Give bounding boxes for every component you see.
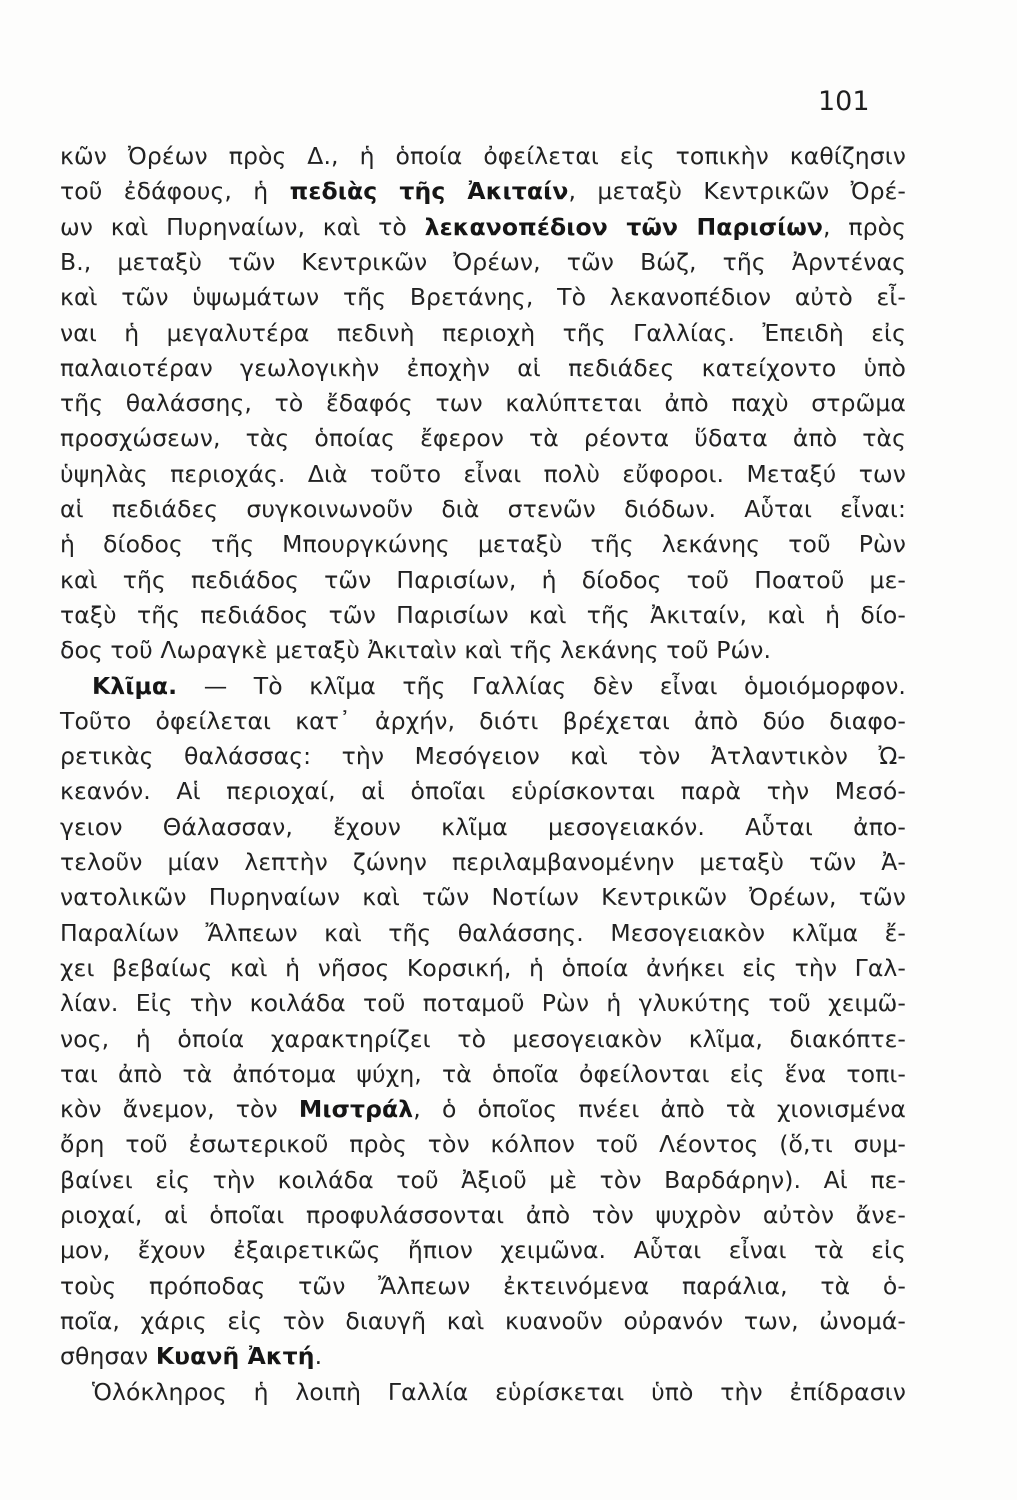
text-line: Β., μεταξὺ τῶν Κεντρικῶν Ὀρέων, τῶν Βώζ, τῆς Ἀρντένας xyxy=(60,247,906,276)
text-line: χει βεβαίως καὶ ἡ νῆσος Κορσική, ἡ ὁποία ἀνήκει εἰς τὴν Γαλ- xyxy=(60,953,906,982)
text-line: μον, ἔχουν ἐξαιρετικῶς ἤπιον χειμῶνα. Αὗται εἶναι τὰ εἰς xyxy=(60,1236,906,1265)
text-line: νατολικῶν Πυρηναίων καὶ τῶν Νοτίων Κεντρικῶν Ὀρέων, τῶν xyxy=(60,883,906,912)
text-line: αἱ πεδιάδες συγκοινωνοῦν διὰ στενῶν διόδων. Αὗται εἶναι: xyxy=(60,495,906,523)
text-line: Παραλίων Ἄλπεων καὶ τῆς θαλάσσης. Μεσογειακὸν κλῖμα ἔ- xyxy=(60,918,906,947)
text-line: ἡ δίοδος τῆς Μπουργκώνης μεταξὺ τῆς λεκάνης τοῦ Ρὼν xyxy=(60,530,906,559)
text-line: γειον Θάλασσαν, ἔχουν κλῖμα μεσογειακόν. Αὗται ἀπο- xyxy=(60,812,906,841)
text-line: νος, ἡ ὁποία χαρακτηρίζει τὸ μεσογειακὸν κλῖμα, διακόπτε- xyxy=(60,1024,906,1053)
text-line: τῆς θαλάσσης, τὸ ἔδαφός των καλύπτεται ἀπὸ παχὺ στρῶμα xyxy=(60,389,906,418)
text-line: Κλῖμα. — Τὸ κλῖμα τῆς Γαλλίας δὲν εἶναι ὁμοιόμορφον. xyxy=(92,671,906,700)
text-line: τοῦ ἐδάφους, ἡ πεδιὰς τῆς Ἀκιταίν, μεταξὺ Κεντρικῶν Ὀρέ- xyxy=(60,177,906,206)
text-line: ὑψηλὰς περιοχάς. Διὰ τοῦτο εἶναι πολὺ εὔφοροι. Μεταξύ των xyxy=(60,459,906,488)
text-line: ριοχαί, αἱ ὁποῖαι προφυλάσσονται ἀπὸ τὸν ψυχρὸν αὐτὸν ἄνε- xyxy=(60,1201,906,1229)
text-line: τοὺς πρόποδας τῶν Ἄλπεων ἐκτεινόμενα παράλια, τὰ ὁ- xyxy=(60,1271,906,1300)
text-line: παλαιοτέραν γεωλογικὴν ἐποχὴν αἱ πεδιάδες κατείχοντο ὑπὸ xyxy=(60,353,906,382)
text-line: σθησαν Κυανῆ Ἀκτή. xyxy=(60,1342,323,1371)
text-line: κὸν ἄνεμον, τὸν Μιστράλ, ὁ ὁποῖος πνέει ἀπὸ τὰ χιονισμένα xyxy=(60,1095,907,1124)
text-line: Τοῦτο ὀφείλεται κατ᾿ ἀρχήν, διότι βρέχεται ἀπὸ δύο διαφο- xyxy=(60,706,906,735)
page-number: 101 xyxy=(818,86,870,117)
text-line: ναι ἡ μεγαλυτέρα πεδινὴ περιοχὴ τῆς Γαλλίας. Ἐπειδὴ εἰς xyxy=(60,318,906,347)
text-line: ταξὺ τῆς πεδιάδος τῶν Παρισίων καὶ τῆς Ἀκιταίν, καὶ ἡ δίο- xyxy=(60,600,906,629)
text-line: Ὁλόκληρος ἡ λοιπὴ Γαλλία εὑρίσκεται ὑπὸ τὴν ἐπίδρασιν xyxy=(92,1377,906,1406)
text-line: προσχώσεων, τὰς ὁποίας ἔφερον τὰ ρέοντα ὕδατα ἀπὸ τὰς xyxy=(60,424,906,453)
text-line: καὶ τῶν ὑψωμάτων τῆς Βρετάνης, Τὸ λεκανοπέδιον αὐτὸ εἶ- xyxy=(60,283,906,312)
text-line: ρετικὰς θαλάσσας: τὴν Μεσόγειον καὶ τὸν Ἀτλαντικὸν Ὠ- xyxy=(60,742,906,771)
text-line: ποῖα, χάρις εἰς τὸν διαυγῆ καὶ κυανοῦν οὐρανόν των, ὠνομά- xyxy=(60,1306,906,1335)
text-line: ὄρη τοῦ ἐσωτερικοῦ πρὸς τὸν κόλπον τοῦ Λέοντος (ὅ,τι συμ- xyxy=(60,1130,906,1159)
text-line: βαίνει εἰς τὴν κοιλάδα τοῦ Ἀξιοῦ μὲ τὸν Βαρδάρην). Αἱ πε- xyxy=(60,1165,906,1194)
text-line: ων καὶ Πυρηναίων, καὶ τὸ λεκανοπέδιον τῶν Παρισίων, πρὸς xyxy=(60,212,906,241)
text-line: λίαν. Εἰς τὴν κοιλάδα τοῦ ποταμοῦ Ρὼν ἡ γλυκύτης τοῦ χειμῶ- xyxy=(60,989,906,1018)
text-line: δος τοῦ Λωραγκὲ μεταξὺ Ἀκιταὶν καὶ τῆς λεκάνης τοῦ Ρών. xyxy=(60,636,772,665)
text-line: καὶ τῆς πεδιάδος τῶν Παρισίων, ἡ δίοδος τοῦ Ποατοῦ με- xyxy=(60,565,906,594)
text-line: τελοῦν μίαν λεπτὴν ζώνην περιλαμβανομένην μεταξὺ τῶν Ἀ- xyxy=(60,848,906,876)
text-line: ται ἀπὸ τὰ ἀπότομα ψύχη, τὰ ὁποῖα ὀφείλονται εἰς ἕνα τοπι- xyxy=(60,1059,906,1088)
text-line: κεανόν. Αἱ περιοχαί, αἱ ὁποῖαι εὑρίσκονται παρὰ τὴν Μεσό- xyxy=(60,777,906,806)
text-line: κῶν Ὀρέων πρὸς Δ., ἡ ὁποία ὀφείλεται εἰς τοπικὴν καθίζησιν xyxy=(60,142,906,170)
